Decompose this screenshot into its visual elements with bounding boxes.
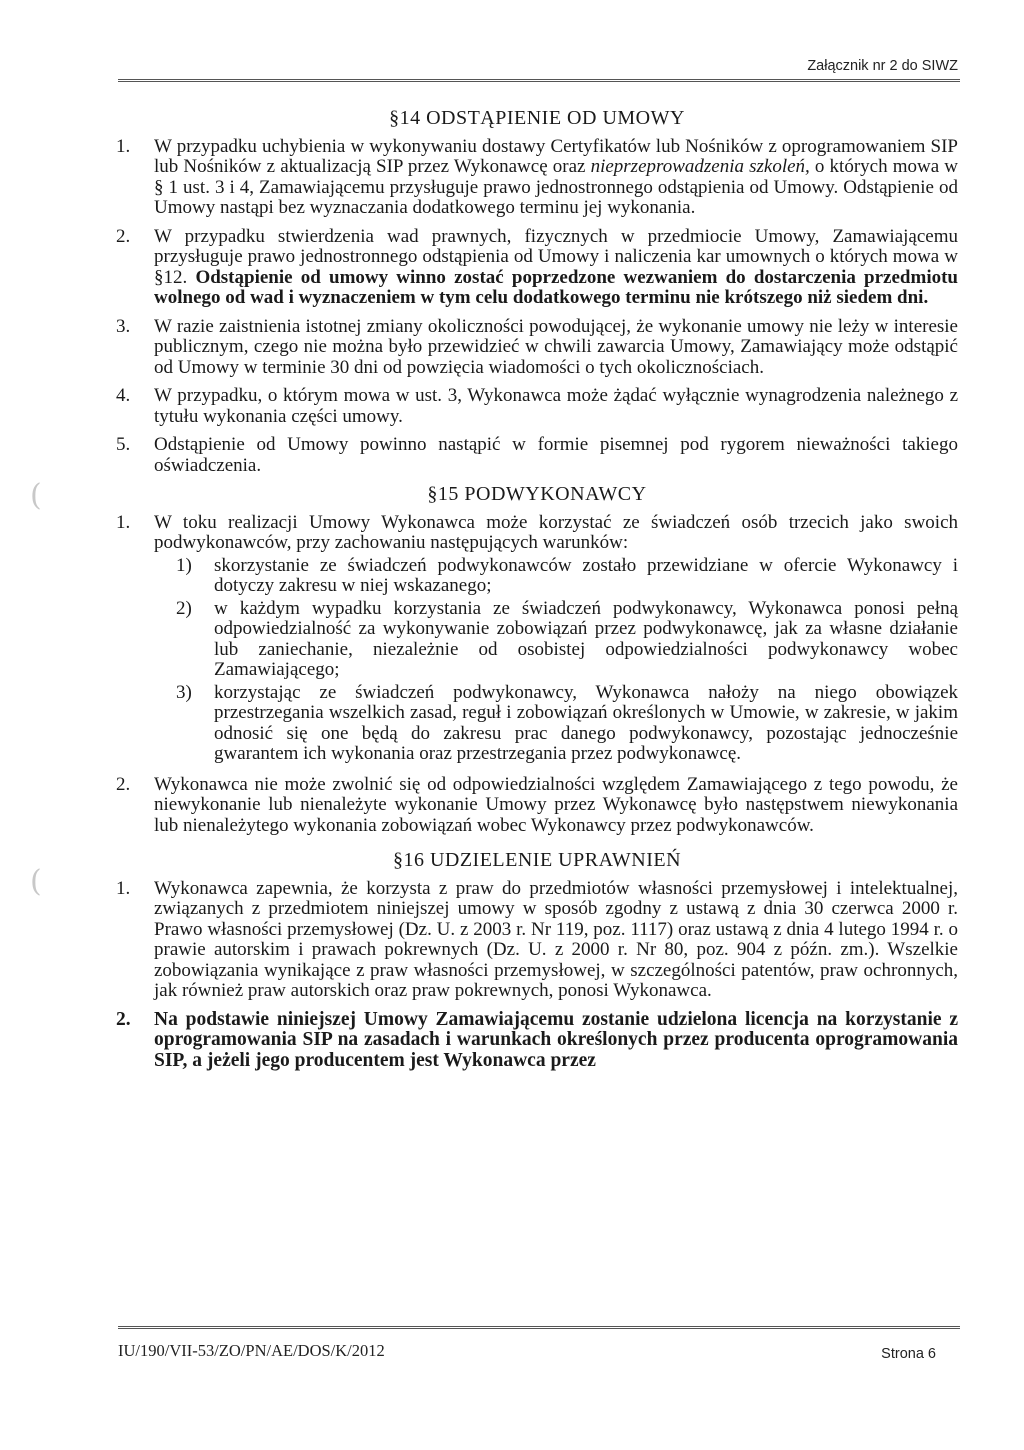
scan-margin-mark: ( (30, 864, 42, 899)
header-rule (118, 79, 960, 82)
paragraph-number: 2. (116, 225, 131, 247)
paragraph-number: 2. (116, 1008, 131, 1030)
paragraph-number: 1. (116, 511, 131, 533)
section-14-heading: §14 ODSTĄPIENIE OD UMOWY (389, 107, 685, 129)
paragraph-number: 1. (116, 135, 131, 157)
bold-clause: Odstąpienie od umowy winno zostać poprzedzone wezwaniem do dostarczenia przedmiotu wolnego od wad i wyznaczeniem w tym celu dodatkowego terminu nie krótszego niż siedem dni. (154, 266, 958, 308)
paragraph-number: 1. (116, 877, 131, 899)
list-item: 3) korzystając ze świadczeń podwykonawcy, Wykonawca nałoży na niego obowiązek przestrzegania wszelkich zasad, reguł i zobowiązań określonych w Umowie, w zakresie, w jakim odnosić się one będą do zakresu prac danego podwykonawcy, pozostając jednocześnie gwarantem ich wykonania oraz przestrzegania przez podwykonawcę. (176, 681, 958, 764)
document-reference: IU/190/VII-53/ZO/PN/AE/DOS/K/2012 (118, 1341, 385, 1360)
s14-paragraph-1: 1. W przypadku uchybienia w wykonywaniu dostawy Certyfikatów lub Nośników z oprogramowaniem SIP lub Nośników z aktualizacją SIP przez Wykonawcę oraz nieprzeprowadzenia szkoleń, o których mowa w § 1 ust. 3 i 4, Zamawiającemu przysługuje prawo jednostronnego odstąpienia od Umowy. Odstąpienie od Umowy nastąpi bez wyznaczania dodatkowego terminu jej wykonania. (116, 135, 958, 218)
s14-paragraph-4: 4. W przypadku, o którym mowa w ust. 3, Wykonawca może żądać wyłącznie wynagrodzenia należnego z tytułu wykonania części umowy. (116, 385, 958, 427)
attachment-label: Załącznik nr 2 do SIWZ (807, 58, 958, 74)
s16-paragraph-1: 1. Wykonawca zapewnia, że korzysta z praw do przedmiotów własności przemysłowej i intelektualnej, związanych z przedmiotem niniejszej umowy w sposób zgodny z ustawą z dnia 30 czerwca 2000 r. Prawo własności przemysłowej (Dz. U. z 2003 r. Nr 119, poz. 1117) oraz ustawą z dnia 4 lutego 1994 r. o prawie autorskim i prawach pokrewnych (Dz. U. z 2000 r. Nr 80, poz. 904 z późn. zm.). Wszelkie zobowiązania wynikające z praw własności przemysłowej, w szczególności patentów, praw ochronnych, jak również praw autorskich oraz praw pokrewnych, ponosi Wykonawca. (116, 877, 958, 1001)
section-15-heading: §15 PODWYKONAWCY (427, 483, 647, 505)
paragraph-number: 2. (116, 773, 131, 795)
list-item: 2) w każdym wypadku korzystania ze świadczeń podwykonawcy, Wykonawca ponosi pełną odpowiedzialność za wykonywanie zobowiązań przez podwykonawcę, jak za własne działanie lub zaniechanie, niezależnie od osobistej odpowiedzialności podwykonawcy wobec Zamawiającego; (176, 597, 958, 680)
paragraph-number: 5. (116, 434, 131, 455)
italic-phrase: nieprzeprowadzenia szkoleń, (590, 156, 810, 177)
s15-paragraph-1: 1. W toku realizacji Umowy Wykonawca może korzystać ze świadczeń osób trzecich jako swoich podwykonawców, przy zachowaniu następujących warunków: 1) skorzystanie ze świadczeń podwykonawców zostało przewidziane w ofercie Wykonawcy i dotyczy zakresu w niej wskazanego; 2) w każdym wypadku korzystania ze świadczeń podwykonawcy, Wykonawca ponosi pełną odpowiedzialność za wykonywanie zobowiązań przez podwykonawcę, jak za własne działanie lub zaniechanie, niezależnie od osobistej odpowiedzialności podwykonawcy wobec Zamawiającego; 3) korzystając ze świadczeń podwykonawcy, Wykonawca nałoży na niego obowiązek przestrzegania wszelkich zasad, reguł i zobowiązań określonych w Umowie, w zakresie, w jakim odnosić się one będą do zakresu prac danego podwykonawcy, pozostając jednocześnie gwarantem ich wykonania oraz przestrzegania przez podwykonawcę. (116, 513, 958, 767)
paragraph-number: 4. (116, 385, 131, 406)
page-number: Strona 6 (881, 1346, 936, 1362)
s14-paragraph-2: 2. W przypadku stwierdzenia wad prawnych, fizycznych w przedmiocie Umowy, Zamawiającemu przysługuje prawo jednostronnego odstąpienia od Umowy i naliczenia kar umownych o których mowa w §12. Odstąpienie od umowy winno zostać poprzedzone wezwaniem do dostarczenia przedmiotu wolnego od wad i wyznaczeniem w tym celu dodatkowego terminu nie krótszego niż siedem dni. (116, 225, 958, 308)
footer-rule (118, 1326, 960, 1329)
s14-paragraph-5: 5. Odstąpienie od Umowy powinno nastąpić w formie pisemnej pod rygorem nieważności takiego oświadczenia. (116, 434, 958, 476)
paragraph-number: 3. (116, 315, 131, 337)
list-item: 1) skorzystanie ze świadczeń podwykonawców zostało przewidziane w ofercie Wykonawcy i dotyczy zakresu w niej wskazanego; (176, 554, 958, 596)
section-16-heading: §16 UDZIELENIE UPRAWNIEŃ (392, 849, 682, 871)
scan-margin-mark: ( (30, 478, 42, 513)
s14-paragraph-3: 3. W razie zaistnienia istotnej zmiany okoliczności powodującej, że wykonanie umowy nie leży w interesie publicznym, czego nie można było przewidzieć w chwili zawarcia Umowy, Zamawiający może odstąpić od Umowy w terminie 30 dni od powzięcia wiadomości o tych okolicznościach. (116, 315, 958, 378)
condition-list (154, 556, 958, 765)
document-body (116, 100, 958, 1079)
s15-paragraph-2: 2. Wykonawca nie może zwolnić się od odpowiedzialności względem Zamawiającego z tego powodu, że niewykonanie lub nienależyte wykonanie Umowy przez Wykonawcę było następstwem niewykonania lub nienależytego wykonania zobowiązań wobec Wykonawcy przez podwykonawców. (116, 773, 958, 836)
s16-paragraph-2: 2. Na podstawie niniejszej Umowy Zamawiającemu zostanie udzielona licencja na korzystanie z oprogramowania SIP na zasadach i warunkach określonych przez producenta oprogramowania SIP, a jeżeli jego producentem jest Wykonawca przez (116, 1008, 958, 1071)
